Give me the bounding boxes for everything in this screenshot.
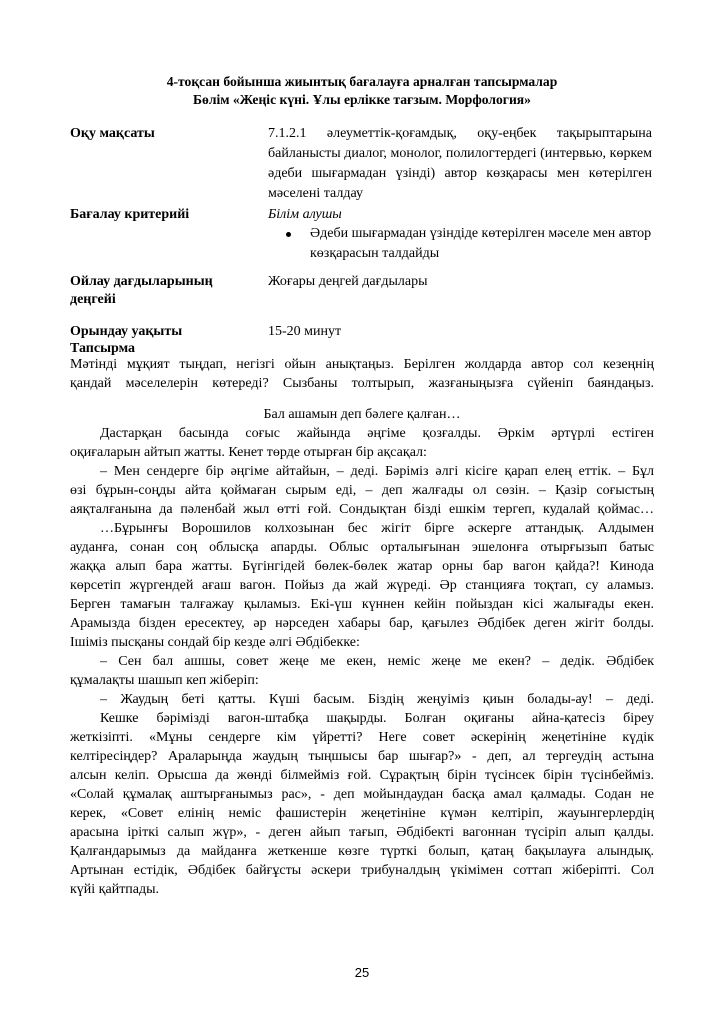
story-line: Берген тамағын талғажау қыламыз. Екі-үш күннен кейін пойыздан кісі жалығады екен. <box>70 597 654 612</box>
story-line: Артынан естідік, Әбдібек байғұсты әскери трибуналдың үкімімен соттап жіберіпті. Сол <box>70 863 654 878</box>
story-line: жаққа алып бара жатты. Бүгінгідей бөлек-бөлек жатар орны бар вагон қайда?! Кинода <box>70 559 654 574</box>
story-line: Дастарқан басында соғыс жайында әңгіме қозғалды. Әркім әртүрлі естіген <box>100 426 654 441</box>
time-value: 15-20 минут <box>268 324 342 339</box>
story-line: келтіресіңдер? Араларыңда жаудың тыңшысы бар шығар?» - деп, ал тергеудің астына <box>70 749 654 764</box>
task-text-line: Мәтінді мұқият тыңдап, негізгі ойын анықтаңыз. Берілген жолдарда автор сол кезеңнің <box>70 357 654 372</box>
story-line: құмалақты шашып кеп жіберіп: <box>70 673 259 688</box>
time-label: Орындау уақыты <box>70 324 183 339</box>
story-line: – Сен бал ашшы, совет жеңе ме екен, неміс жеңе ме екен? – дедік. Әбдібек <box>100 654 654 669</box>
skills-value: Жоғары деңгей дағдылары <box>268 274 428 289</box>
story-line: …Бұрынғы Ворошилов колхозынан бес жігіт бірге әскерге аттандық. Алдымен <box>100 521 654 536</box>
story-line: Ішіміз пысқаны сондай бір кезде әлгі Әбдібекке: <box>70 635 360 650</box>
story-line: жеткізіпті. «Мұны сендерге кім үйретті? Неге совет әскерінің жеңетініне күдік <box>70 730 654 745</box>
criteria-label: Бағалау критерийі <box>70 207 190 222</box>
story-line: күйі қайтпады. <box>70 882 160 897</box>
story-line: – Мен сендерге бір әңгіме айтайын, – деді. Бәріміз әлгі кісіге қарап елең еттік. – Бұл <box>100 464 654 479</box>
section-title: Бөлім «Жеңіс күні. Ұлы ерлікке тағзым. Морфология» <box>193 92 531 107</box>
page-title: 4-тоқсан бойынша жиынтық бағалауға арналған тапсырмалар <box>166 74 558 89</box>
criteria-item-text: Әдеби шығармадан үзіндіде көтерілген мәселе мен автор көзқарасын талдайды <box>310 226 652 261</box>
story-title: Бал ашамын деп бәлеге қалған… <box>263 407 461 422</box>
page-number: 25 <box>354 965 370 980</box>
story-line: Арамызда бізден ересектеу, әр нәрседен хабары бар, қағылез Әбдібек деген жігіт болды. <box>70 616 654 631</box>
skills-label-line1: Ойлау дағдыларының <box>70 274 213 289</box>
story-line: ауданға, сонан соң облысқа апарды. Облыс орталығынан эшелонға отырғызып батыс <box>70 540 654 555</box>
story-line: алсын келіп. Орысша да жөнді білмейміз ғой. Сұрақтың бірін түсінсек бірін түсінбейміз. <box>70 768 654 783</box>
story-line: өзі бұрын-соңды айта қоймаған сырым еді, – деп жалғады ол сөзін. – Қазір соғыстың <box>70 483 654 498</box>
objective-value: 7.1.2.1 әлеуметтік-қоғамдық, оқу-еңбек тақырыптарына байланысты диалог, монолог, полилогтердегі (интервью, көркем әдеби шығармадан үзінді) автор көзқарасы мен көтерілген мәселені талдау <box>268 126 652 201</box>
story-line: «Солай құмалақ аштырғанымыз рас», - деп мойындаудан басқа амал қалмады. Содан не <box>70 787 654 802</box>
bullet-icon <box>286 232 291 237</box>
story-line: Қалғандарымыз да майданға жеткенше көзге түрткі болып, қатаң бақылауға алындық. <box>70 844 654 859</box>
story-line: – Жаудың беті қатты. Күші басым. Біздің жеңуіміз қиын болады-ау! – деді. <box>100 692 654 707</box>
story-line: арасына іріткі салып жүр», - деген айып тағып, Әбдібекті вагоннан түсіріп алып қалды. <box>70 825 654 840</box>
skills-label-line2: деңгейі <box>70 292 116 307</box>
task-label: Тапсырма <box>70 341 136 356</box>
story-line: Кешке бәрімізді вагон-штабқа шақырды. Болған оқиғаны айна-қатесіз біреу <box>100 711 654 726</box>
story-line: оқиғаларын айтып жатты. Кенет төрде отырған бір ақсақал: <box>70 445 427 460</box>
objective-label: Оқу мақсаты <box>70 126 155 141</box>
task-text-line: қандай мәселелерін көтереді? Сызбаны толтырып, жазғаныңызға сүйеніп баяндаңыз. <box>70 376 654 391</box>
story-line: аяқталғанына да пәленбай жыл өтті ғой. Сондықтан бізді ешкім тергеп, кудалай қоймас… <box>70 502 654 517</box>
criteria-subtitle: Білім алушы <box>268 207 342 222</box>
story-line: керек, «Совет елінің неміс фашистерін жеңетініне күмән келтіріп, жауынгерлердің <box>70 806 654 821</box>
story-line: көрсетіп жүргендей ағаш вагон. Пойыз да жай жүреді. Әр станцияға тоқтап, су аламыз. <box>70 578 654 593</box>
